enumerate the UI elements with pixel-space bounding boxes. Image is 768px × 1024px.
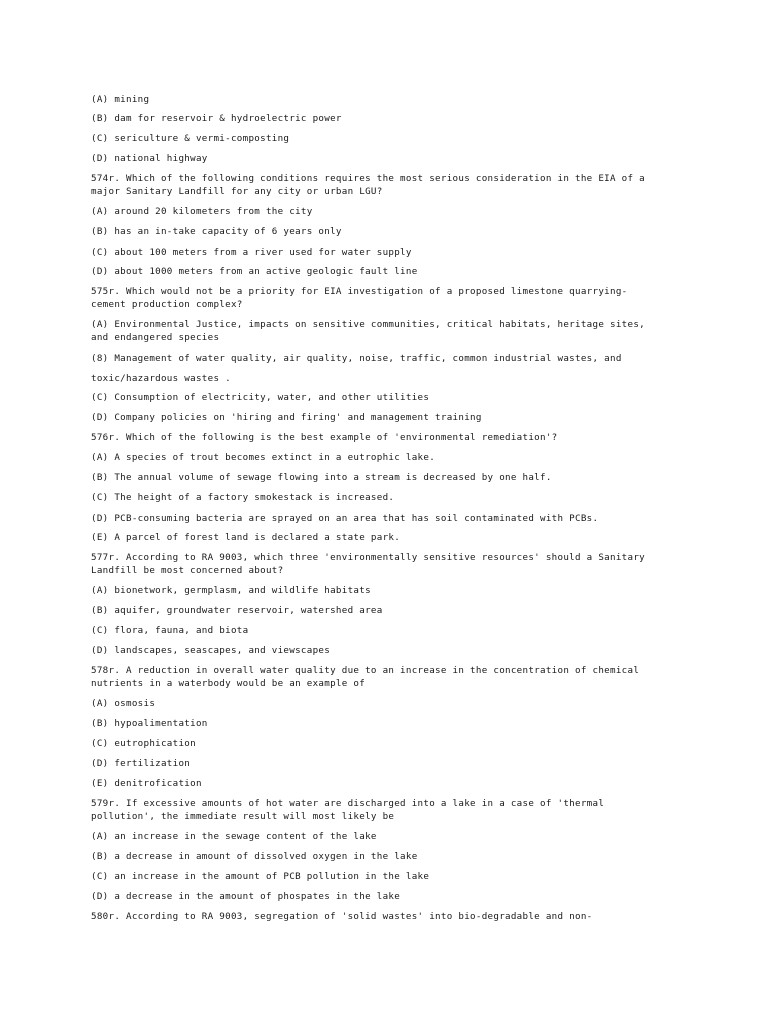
text-line: major Sanitary Landfill for any city or urban LGU? <box>91 186 383 197</box>
text-line: toxic/hazardous wastes . <box>91 373 231 384</box>
text-line: (C) The height of a factory smokestack is increased. <box>91 492 395 503</box>
text-line: (C) about 100 meters from a river used for water supply <box>91 247 412 258</box>
text-line: (C) an increase in the amount of PCB pollution in the lake <box>91 871 430 882</box>
text-line: (D) about 1000 meters from an active geologic fault line <box>91 266 418 277</box>
text-line: (C) Consumption of electricity, water, and other utilities <box>91 392 430 403</box>
text-line: (B) aquifer, groundwater reservoir, watershed area <box>91 605 383 616</box>
text-line: 579r. If excessive amounts of hot water are discharged into a lake in a case of 'thermal <box>91 798 605 809</box>
text-line: 574r. Which of the following conditions requires the most serious consideration in the EIA of a <box>91 173 645 184</box>
text-line: 578r. A reduction in overall water quality due to an increase in the concentration of chemical <box>91 665 640 676</box>
text-line: nutrients in a waterbody would be an example of <box>91 678 366 689</box>
text-line: (D) a decrease in the amount of phospates in the lake <box>91 891 401 902</box>
text-line: (B) The annual volume of sewage flowing into a stream is decreased by one half. <box>91 472 552 483</box>
text-line: (D) fertilization <box>91 758 191 769</box>
text-line: (B) a decrease in amount of dissolved oxygen in the lake <box>91 851 418 862</box>
text-line: (D) national highway <box>91 153 208 164</box>
text-line: 575r. Which would not be a priority for EIA investigation of a proposed limestone quarrying- <box>91 286 628 297</box>
text-line: (B) hypoalimentation <box>91 718 208 729</box>
text-line: (C) flora, fauna, and biota <box>91 625 249 636</box>
text-line: (D) Company policies on 'hiring and firing' and management training <box>91 412 482 423</box>
text-line: 577r. According to RA 9003, which three 'environmentally sensitive resources' should a Sanitary <box>91 552 645 563</box>
text-line: (E) denitrofication <box>91 778 202 789</box>
text-line: (C) eutrophication <box>91 738 196 749</box>
text-line: (D) landscapes, seascapes, and viewscapes <box>91 645 331 656</box>
text-line: (B) has an in-take capacity of 6 years only <box>91 226 342 237</box>
text-line: (A) around 20 kilometers from the city <box>91 206 313 217</box>
text-line: 580r. According to RA 9003, segregation of 'solid wastes' into bio-degradable and non- <box>91 911 593 922</box>
text-line: (A) an increase in the sewage content of the lake <box>91 831 377 842</box>
text-line: (8) Management of water quality, air quality, noise, traffic, common industrial wastes, and <box>91 353 622 364</box>
text-line: (E) A parcel of forest land is declared a state park. <box>91 532 401 543</box>
text-line: (A) A species of trout becomes extinct in a eutrophic lake. <box>91 452 436 463</box>
text-line: Landfill be most concerned about? <box>91 565 284 576</box>
text-line: (B) dam for reservoir & hydroelectric power <box>91 113 342 124</box>
text-line: and endangered species <box>91 332 220 343</box>
text-line: (A) mining <box>91 94 150 105</box>
text-line: (A) Environmental Justice, impacts on sensitive communities, critical habitats, heritage sites, <box>91 319 645 330</box>
text-line: 576r. Which of the following is the best example of 'environmental remediation'? <box>91 432 558 443</box>
text-line: (C) sericulture & vermi-composting <box>91 133 290 144</box>
text-line: cement production complex? <box>91 299 243 310</box>
text-line: (D) PCB-consuming bacteria are sprayed on an area that has soil contaminated with PCBs. <box>91 513 599 524</box>
text-line: (A) osmosis <box>91 698 156 709</box>
text-line: (A) bionetwork, germplasm, and wildlife habitats <box>91 585 371 596</box>
text-line: pollution', the immediate result will most likely be <box>91 811 395 822</box>
